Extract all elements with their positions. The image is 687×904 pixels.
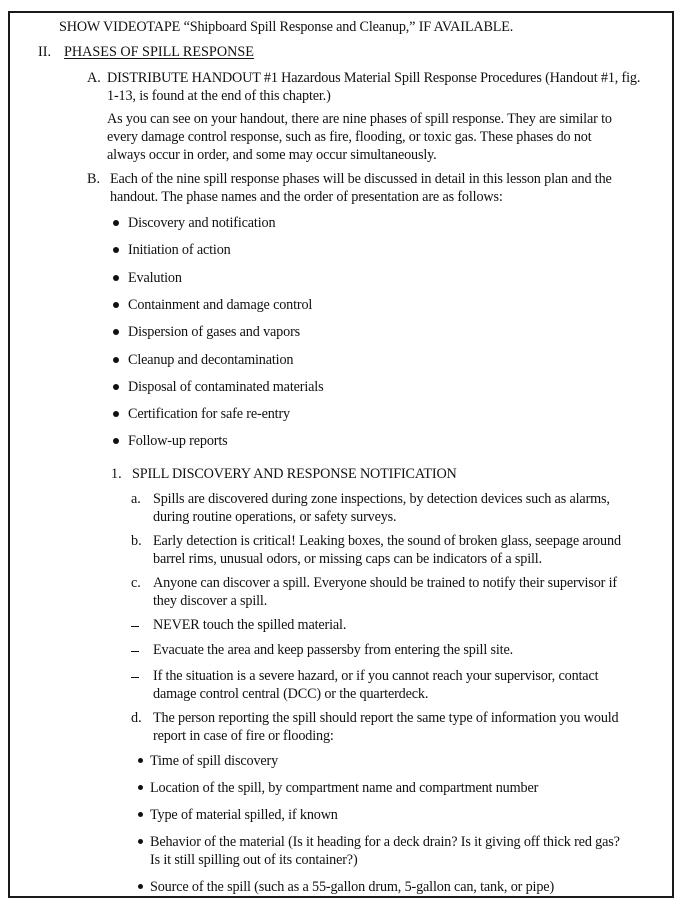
sub-item-c-line-1: Anyone can discover a spill. Everyone should be trained to notify their supervisor if: [153, 575, 617, 591]
report-item-line-1: Location of the spill, by compartment name and compartment number: [150, 780, 539, 796]
phase-label: Initiation of action: [128, 242, 231, 259]
item-b-marker: B.: [87, 171, 101, 187]
dash-item-line-1: NEVER touch the spilled material.: [153, 617, 347, 633]
item-a-line-1: DISTRIBUTE HANDOUT #1 Hazardous Material Spill Response Procedures (Handout #1, fig.: [107, 70, 641, 86]
paragraph-line-1: As you can see on your handout, there are nine phases of spill response. They are similar to: [107, 111, 612, 127]
report-item-line-1: Type of material spilled, if known: [150, 807, 338, 823]
item-a-marker: A.: [87, 70, 101, 86]
report-item-line-1: Behavior of the material (Is it heading for a deck drain? Is it giving off thick red gas?: [150, 834, 620, 850]
phase-label: Dispersion of gases and vapors: [128, 324, 301, 341]
phase-label: Containment and damage control: [128, 296, 313, 313]
bullet-icon: [113, 302, 119, 308]
phase-label: Disposal of contaminated materials: [128, 378, 324, 395]
phase-label: Discovery and notification: [128, 215, 276, 231]
sub-item-a-line-1: Spills are discovered during zone inspections, by detection devices such as alarms,: [153, 491, 610, 507]
item-b-line-2: handout. The phase names and the order of presentation are as follows:: [110, 189, 503, 205]
sub-item-b-marker: b.: [131, 533, 142, 549]
sub-item-b-line-1: Early detection is critical! Leaking boxes, the sound of broken glass, seepage around: [153, 533, 621, 549]
bullet-icon: [113, 357, 119, 363]
item-b-line-1: Each of the nine spill response phases will be discussed in detail in this lesson plan and the: [110, 171, 612, 187]
bullet-icon: [138, 812, 143, 817]
dash-icon: [131, 651, 139, 652]
dash-item-line-1: Evacuate the area and keep passersby from entering the spill site.: [153, 642, 514, 658]
bullet-icon: [138, 839, 143, 844]
dash-icon: [131, 677, 139, 678]
subsection-number: 1.: [111, 466, 122, 482]
section-title: PHASES OF SPILL RESPONSE: [64, 44, 254, 60]
dash-item-line-1: If the situation is a severe hazard, or if you cannot reach your supervisor, contact: [153, 668, 599, 684]
bullet-icon: [138, 884, 143, 889]
sub-item-d-line-2: report in case of fire or flooding:: [153, 728, 334, 744]
paragraph-line-3: always occur in order, and some may occur simultaneously.: [107, 147, 437, 163]
bullet-icon: [113, 275, 119, 281]
phase-label: Cleanup and decontamination: [128, 351, 294, 368]
report-item-line-1: Source of the spill (such as a 55-gallon drum, 5-gallon can, tank, or pipe): [150, 879, 555, 895]
videotape-instruction: SHOW VIDEOTAPE “Shipboard Spill Response and Cleanup,” IF AVAILABLE.: [59, 19, 514, 35]
section-number: II.: [38, 44, 51, 60]
phase-label: Follow-up reports: [128, 433, 228, 450]
dash-item-line-2: damage control central (DCC) or the quarterdeck.: [153, 686, 429, 702]
sub-item-a-line-2: during routine operations, or safety surveys.: [153, 509, 397, 525]
dash-icon: [131, 626, 139, 627]
sub-item-c-line-2: they discover a spill.: [153, 593, 268, 609]
paragraph-line-2: every damage control response, such as fire, flooding, or toxic gas. These phases do not: [107, 129, 592, 145]
sub-item-b-line-2: barrel rims, unusual odors, or missing caps can be indicators of a spill.: [153, 551, 542, 567]
item-a-line-2: 1-13, is found at the end of this chapter.): [107, 88, 331, 104]
sub-item-a-marker: a.: [131, 491, 141, 507]
subsection-title: SPILL DISCOVERY AND RESPONSE NOTIFICATION: [132, 466, 457, 482]
phase-label: Evalution: [128, 269, 182, 286]
phase-label: Certification for safe re-entry: [128, 406, 290, 423]
sub-item-d-line-1: The person reporting the spill should report the same type of information you would: [153, 710, 619, 726]
sub-item-c-marker: c.: [131, 575, 141, 591]
report-item-line-1: Time of spill discovery: [150, 753, 279, 769]
bullet-icon: [113, 220, 119, 226]
bullet-icon: [138, 758, 143, 763]
bullet-icon: [138, 785, 143, 790]
report-item-line-2: Is it still spilling out of its container?): [150, 852, 358, 868]
sub-item-d-marker: d.: [131, 710, 142, 726]
bullet-icon: [113, 384, 119, 390]
